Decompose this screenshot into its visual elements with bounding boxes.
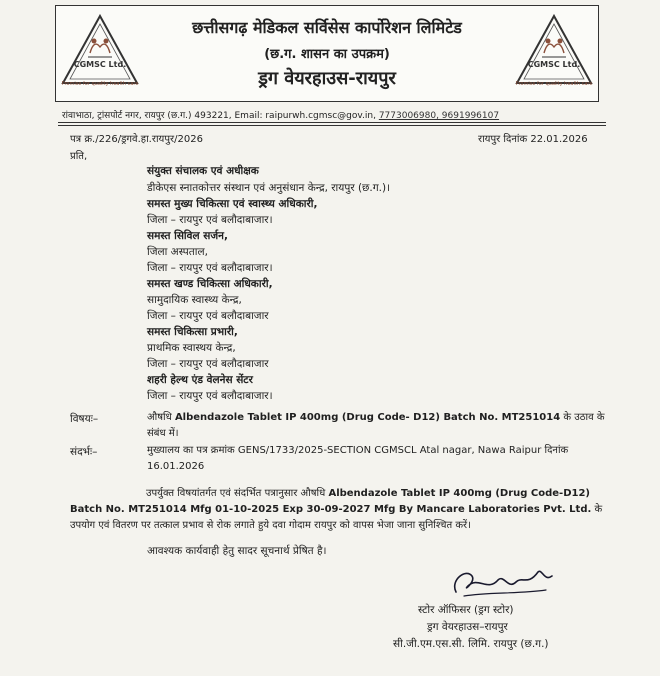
handwritten-signature	[448, 562, 558, 604]
cgmsc-logo-left	[60, 13, 140, 93]
logo-right-tagline: Promise for quality health care	[515, 81, 593, 87]
recipient-line: प्राथमिक स्वास्थय केन्द्र,	[147, 342, 236, 354]
recipient-line: समस्त सिविल सर्जन,	[147, 230, 228, 242]
recipient-line: समस्त खण्ड चिकित्सा अधिकारी,	[147, 278, 273, 290]
recipient-line: सामुदायिक स्वास्थ्य केन्द्र,	[147, 294, 242, 306]
address-line	[62, 108, 602, 121]
recipient-line: जिला अस्पताल,	[147, 246, 208, 258]
recipient-line: जिला – रायपुर एवं बलौदाबाजार	[147, 310, 269, 322]
logo-left-tagline: Promise for quality health care	[61, 81, 139, 87]
subject-drug: Albendazole Tablet IP 400mg (Drug Code- D12) Batch No. MT251014	[174, 412, 561, 423]
subject-text	[147, 410, 607, 442]
letter-reference-number: पत्र क्र./226/ड्रगवे.हा.रायपुर/2026	[70, 134, 203, 145]
letter-date: रायपुर दिनांक 22.01.2026	[478, 134, 588, 145]
cgmsc-logo-right	[514, 13, 594, 93]
subject-pre: औषधि	[147, 412, 175, 423]
subject-label: विषयः–	[70, 413, 99, 425]
recipient-line: जिला – रायपुर एवं बलौदाबाजार।	[147, 262, 273, 274]
recipient-line: जिला – रायपुर एवं बलौदाबाजार।	[147, 214, 273, 226]
recipient-line: जिला – रायपुर एवं बलौदाबाजार	[147, 358, 269, 370]
signatory-designation: स्टोर ऑफिसर (ड्रग स्टोर)	[418, 604, 514, 616]
recipient-line: डीकेएस स्नातकोत्तर संस्थान एवं अनुसंधान केन्द्र, रायपुर (छ.ग.)।	[147, 182, 391, 194]
recipient-line: समस्त चिकित्सा प्रभारी,	[147, 326, 238, 338]
closing-line: आवश्यक कार्यवाही हेतु सादर सूचनार्थ प्रेषित है।	[147, 545, 327, 557]
signatory-office: ड्रग वेयरहाउस–रायपुर	[427, 621, 508, 633]
organization-subtitle: (छ.ग. शासन का उपक्रम)	[264, 47, 390, 62]
to-label: प्रति,	[70, 151, 88, 162]
header-divider-second	[58, 125, 606, 126]
recipient-line: समस्त मुख्य चिकित्सा एवं स्वास्थ्य अधिकारी,	[147, 198, 318, 210]
subject-post: के उठाव के संबंध में।	[147, 412, 605, 439]
reference-label: संदर्भः–	[70, 446, 98, 458]
body-paragraph	[70, 486, 607, 534]
organization-name: छत्तीसगढ़ मेडिकल सर्विसेस कार्पोरेशन लिमिटेड	[192, 18, 462, 37]
signatory-organization: सी.जी.एम.एस.सी. लिमि. रायपुर (छ.ग.)	[393, 638, 549, 650]
body-drug-details: Albendazole Tablet IP 400mg (Drug Code-D12) Batch No. MT251014 Mfg 01-10-2025 Exp 30-09-2027 Mfg By Mancare Laboratories Pvt. Ltd.	[70, 488, 592, 515]
reference-text: मुख्यालय का पत्र क्रमांक GENS/1733/2025-SECTION CGMSCL Atal nagar, Nawa Raipur दिनांक 16.01.2026	[147, 445, 569, 472]
recipient-line: जिला – रायपुर एवं बलौदाबाजार।	[147, 390, 273, 402]
warehouse-name: ड्रग वेयरहाउस-रायपुर	[258, 68, 396, 89]
letterhead	[55, 5, 599, 102]
logo-left-label: CGMSC Ltd.	[73, 60, 127, 69]
body-pre: उपर्युक्त विषयांतर्गत एवं संदर्भित पत्रानुसार औषधि	[146, 488, 329, 499]
logo-right-label: CGMSC Ltd.	[527, 60, 581, 69]
header-divider	[58, 122, 606, 123]
address-text: रांवाभाठा, ट्रांसपोर्ट नगर, रायपुर (छ.ग.) 493221, Email: raipurwh.cgmsc@gov.in,	[62, 111, 376, 121]
recipient-line: शहरी हेल्थ एंड वेलनेस सेंटर	[147, 374, 253, 386]
recipient-line: संयुक्त संचालक एवं अधीक्षक	[147, 165, 259, 177]
phone-numbers[interactable]: 7773006980, 9691996107	[378, 111, 500, 121]
body-post: के उपयोग एवं वितरण पर तत्काल प्रभाव से रोक लगाते हुये दवा गोदाम रायपुर को वापस भेजा जाना सुनिश्चित करें।	[70, 504, 603, 531]
